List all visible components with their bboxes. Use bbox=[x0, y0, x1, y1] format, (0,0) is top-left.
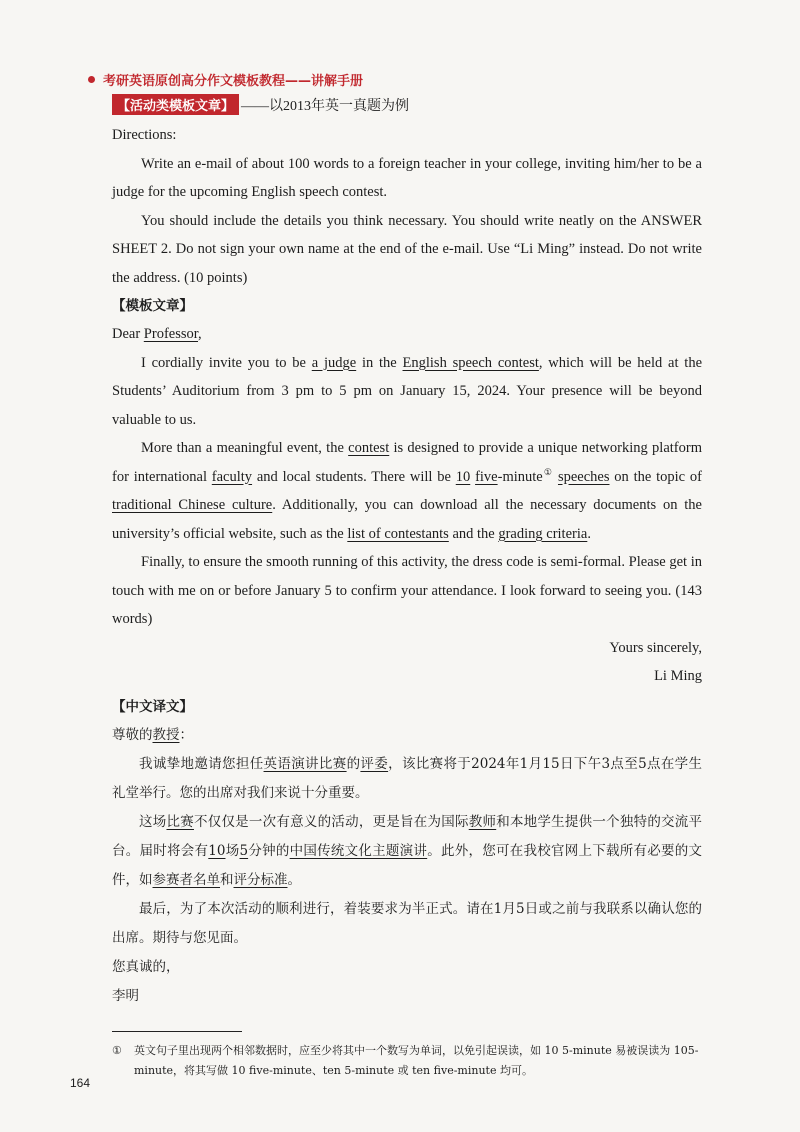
translation-closing: 您真诚的， bbox=[112, 958, 180, 975]
section-badge: 【活动类模板文章】 bbox=[112, 94, 239, 115]
letter-signature: Li Ming bbox=[654, 667, 702, 684]
footnote-divider bbox=[112, 1031, 242, 1032]
letter-closing: Yours sincerely, bbox=[609, 639, 702, 656]
main-content bbox=[112, 121, 702, 1011]
directions-label: Directions: bbox=[112, 127, 177, 143]
translation-salutation: 尊敬的教授： bbox=[112, 726, 193, 743]
letter-paragraph-1: I cordially invite you to be a judge in the English speech contest, which will be held at the Students’ Auditorium from 3 pm to 5 pm on January 15, 2024. Your presence will be beyond valuable to us. bbox=[112, 354, 702, 428]
translation-paragraph-2: 这场比赛不仅仅是一次有意义的活动，更是旨在为国际教师和本地学生提供一个独特的交流平台。届时将会有10场5分钟的中国传统文化主题演讲。此外，您可在我校官网上下载所有必要的文件，如参赛者名单和评分标准。 bbox=[112, 813, 703, 888]
footnote-reference: ① bbox=[542, 466, 554, 477]
template-heading: 【模板文章】 bbox=[112, 298, 193, 314]
section-subtitle bbox=[112, 94, 409, 115]
translation-paragraph-1: 我诚挚地邀请您担任英语演讲比赛的评委，该比赛将于2024年1月15日下午3点至5点在学生礼堂举行。您的出席对我们来说十分重要。 bbox=[112, 755, 703, 801]
directions-paragraph-1: Write an e-mail of about 100 words to a foreign teacher in your college, inviting him/her to be a judge for the upcoming English speech contest. bbox=[112, 155, 702, 200]
footnote-mark: ① bbox=[112, 1044, 122, 1057]
letter-paragraph-2: More than a meaningful event, the contest is designed to provide a unique networking platform for international faculty and local students. There will be 10 five-minute① speeches on the topic of traditional Chinese culture. Additionally, you can download all the necessary documents on the university’s official website, such as the list of contestants and the grading criteria. bbox=[112, 440, 703, 542]
letter-paragraph-3: Finally, to ensure the smooth running of this activity, the dress code is semi-formal. Please get in touch with me on or before January 5 to confirm your attendance. I look forward to seeing you. (143 words) bbox=[112, 554, 702, 627]
footnote-text: 英文句子里出现两个相邻数据时，应至少将其中一个数写为单词，以免引起误读，如 10 5-minute 易被误读为 105-minute，将其写做 10 five-minute、ten 5-minute 或 ten five-minute 均可。 bbox=[134, 1044, 699, 1077]
page-header bbox=[88, 70, 363, 89]
footnote bbox=[112, 1041, 712, 1081]
translation-signature: 李明 bbox=[112, 987, 139, 1004]
translation-heading: 【中文译文】 bbox=[112, 698, 193, 715]
translation-paragraph-3: 最后，为了本次活动的顺利进行，着装要求为半正式。请在1月5日或之前与我联系以确认您的出席。期待与您见面。 bbox=[112, 900, 702, 946]
book-title: 考研英语原创高分作文模板教程——讲解手册 bbox=[103, 74, 364, 89]
bullet-dot-icon bbox=[88, 76, 95, 83]
letter-salutation: Dear Professor, bbox=[112, 326, 202, 342]
directions-paragraph-2: You should include the details you think necessary. You should write neatly on the ANSWER SHEET 2. Do not sign your own name at the end of the e-mail. Use “Li Ming” instead. Do not write the address. (10 points) bbox=[112, 212, 702, 286]
page-number: 164 bbox=[70, 1076, 91, 1090]
subtitle-text: ——以2013年英一真题为例 bbox=[241, 98, 410, 114]
